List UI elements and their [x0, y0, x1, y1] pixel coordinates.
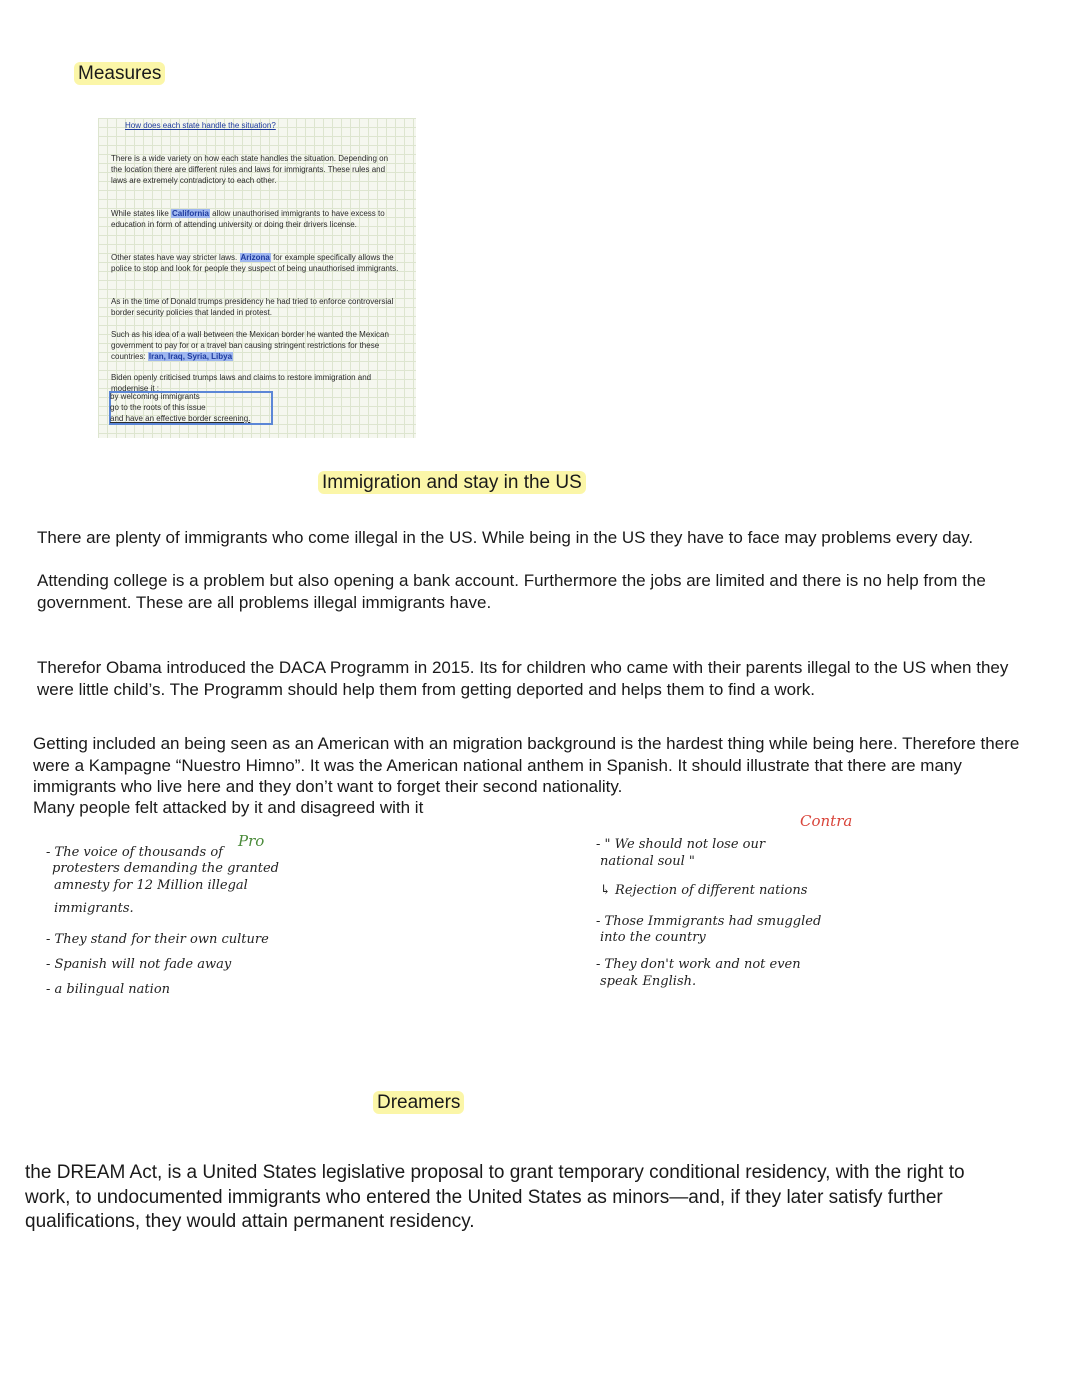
note-paragraph: Biden openly criticised trumps laws and claims to restore immigration and modernise it :	[111, 373, 372, 393]
note-paragraph: Such as his idea of a wall between the Mexican border he wanted the Mexican government to pay for or a travel ban causing stringent restrictions for these countries: Iran, Iraq, Syria, Libya	[111, 330, 389, 361]
pro-line: immigrants.	[54, 901, 134, 916]
pro-line: - Spanish will not fade away	[46, 957, 232, 972]
pro-line: protesters demanding the granted	[52, 861, 279, 876]
list-item: by welcoming immigrants	[110, 392, 200, 401]
nuestro-himno-paragraph: Getting included an being seen as an American with an migration background is the hardest thing while being here. Therefore there were a Kampagne “Nuestro Himno”. It was the American national anthem in Spanish. It should illustrate that there are many immigrants who live here and they don’t want to forget their second nationality.	[33, 734, 1020, 796]
note-list	[110, 391, 250, 424]
measures-heading: Measures	[74, 62, 165, 86]
contra-label: Contra	[800, 812, 853, 830]
daca-paragraph: Therefor Obama introduced the DACA Programm in 2015. Its for children who came with their parents illegal to the US when they were little child’s. The Programm should help them from getting deported and helps them to find a work.	[37, 658, 1009, 699]
list-item: go to the roots of this issue	[110, 403, 206, 412]
contra-line: speak English.	[600, 974, 697, 989]
disagreement-line: Many people felt attacked by it and disagreed with it	[33, 798, 424, 817]
highlight-arizona: Arizona	[240, 253, 270, 262]
note-title: How does each state handle the situation?	[125, 121, 276, 130]
state-measures-note	[98, 118, 416, 438]
pro-label: Pro	[238, 832, 265, 850]
dream-act-paragraph: the DREAM Act, is a United States legislative proposal to grant temporary conditional residency, with the right to work, to undocumented immigrants who entered the United States as minors—and, if they later satisfy further qualifications, they would attain permanent residency.	[25, 1162, 965, 1232]
immigration-paragraph-1: There are plenty of immigrants who come illegal in the US. While being in the US they have to face may problems every day.	[37, 528, 974, 547]
note-paragraph: Other states have way stricter laws. Arizona for example specifically allows the police to stop and look for people they suspect of being unauthorised immigrants.	[111, 253, 399, 273]
pro-line: - The voice of thousands of	[46, 845, 223, 860]
contra-line: - Those Immigrants had smuggled	[596, 914, 822, 929]
contra-line: - " We should not lose our	[596, 837, 766, 852]
contra-line: national soul "	[600, 854, 695, 869]
highlight-california: California	[172, 209, 209, 218]
note-paragraph: There is a wide variety on how each state handles the situation. Depending on the location there are different rules and laws for immigrants. These rules and laws are extremely contradictory to each other.	[111, 154, 389, 185]
dreamers-heading: Dreamers	[373, 1091, 464, 1115]
note-paragraph: As in the time of Donald trumps presidency he had tried to enforce controversial border security policies that landed in protest.	[111, 297, 394, 317]
pro-line: - a bilingual nation	[46, 982, 171, 997]
pro-line: amnesty for 12 Million illegal	[54, 878, 248, 893]
list-item: and have an effective border screening.	[110, 414, 251, 423]
immigration-paragraph-2: Attending college is a problem but also opening a bank account. Furthermore the jobs are limited and there is no help from the government. These are all problems illegal immigrants have.	[37, 571, 986, 612]
pro-line: - They stand for their own culture	[46, 932, 269, 947]
immigration-heading: Immigration and stay in the US	[318, 471, 586, 495]
highlight-countries: Iran, Iraq, Syria, Libya	[148, 352, 233, 361]
contra-line: into the country	[600, 930, 706, 945]
contra-line: ↳ Rejection of different nations	[600, 883, 808, 898]
contra-line: - They don't work and not even	[596, 957, 801, 972]
note-paragraph: While states like California allow unauthorised immigrants to have excess to education in form of attending university or doing their drivers license.	[111, 209, 385, 229]
